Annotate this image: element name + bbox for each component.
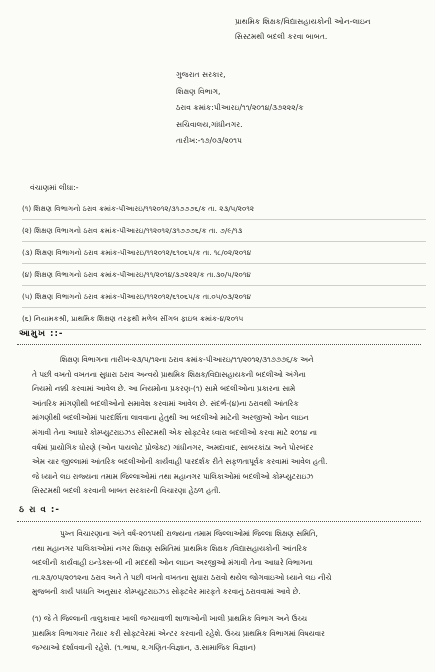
reference-item: (૪) શિક્ષણ વિભાગનો ઠરાવ ક્રમાંક-પીઆરઇ/૧૧/૨૦૧૪/૩૭૨૨૨/ક તા.૩૦/૫/૨૦૧૪: [22, 264, 426, 286]
paragraph-line: માંગણીથી બદલીઓમાં પારદર્શિતા લાવવાના હેતુથી આ બદલીઓ માટેની અરજીઓ ઓન લાઇન: [32, 413, 309, 423]
reference-item: (૬) નિયામકશ્રી, પ્રાથમિક શિક્ષણ તરફથી મળેલ સીંગલ ફાઇલ ક્રમાંક-૪/૨૦૧૫: [22, 308, 426, 330]
reference-item: (૫) શિક્ષણ વિભાગનો ઠરાવ ક્રમાંક-પીઆરઇ/૧૧૨૦૧૨/૬૧૦૬૫/ક તા.૦૫/૦૩/૨૦૧૪: [22, 286, 426, 308]
issuer-address-block: [176, 67, 304, 150]
paragraph-line: વર્ષમાં પ્રાયોગિક ધોરણે (ઓન પાયલોટ પ્રોજેક્ટ) ગાંધીનગર, અમદાવાદ, સાબરકાંઠા અને પોરબંદર: [32, 442, 314, 452]
subject-heading: [235, 14, 430, 44]
paragraph-line: (૧) જે તે જિલ્લાની તાલુકાવાર ખાલી જગ્યાવાળી શાળાઓની ખાલી પ્રાથમિક વિભાગ અને ઉચ્ચ: [32, 614, 308, 623]
paragraph-line: એમ ચાર જીલ્લામાં આંતરિક બદલીઓની કાર્યવાહી પારદર્શક રીતે સફળતાપૂર્વક કરવામાં આવેલ હતી.: [32, 457, 328, 467]
references-title: વંચાણમાં લીધા:-: [30, 183, 79, 192]
paragraph-line: સિસ્ટમથી બદલી કરવાની બાબત સરકારની વિચારણા હેઠળ હતી.: [32, 486, 221, 496]
reference-item: (૨) શિક્ષણ વિભાગનો ઠરાવ ક્રમાંક-પીઆરઇ/૧૧૨૦૧૨/૩૧૭૭૭૬/ક તા. ૭/૯/૧૩: [22, 220, 426, 242]
paragraph-line: મુજબની કાર્ય પધ્ધતિ અનુસાર કોમ્પ્યુટરાઇઝડ સોફ્ટવેર મારફતે કરવાનું ઠરાવવામાં આવે છે.: [32, 587, 301, 597]
paragraph-line: મંગાવી તેના આધારે કોમ્પ્યુટરાઇઝડ સીસ્ટમથી એક સોફ્ટવેર ધ્વારા બદલીઓ કરવા માટે ૨૦૧૪ ના: [32, 427, 317, 437]
preamble-paragraph: [32, 353, 426, 499]
paragraph-line: તે પછી વખતો વખતના સુધારા ઠરાવ અન્વયે પ્રાથમિક શિક્ષક/વિદ્યાસહાયકની બદલીઓ અંગેના: [32, 369, 306, 379]
paragraph-line: પ્રાથમિક વિભાગવાર તૈયાર કરી સોફ્ટવેરમાં એન્ટર કરવાની રહેશે. ઉચ્ચ પ્રાથમિક વિભાગમાં વિષયવાર: [32, 628, 325, 638]
department-name: શિક્ષણ વિભાગ,: [176, 86, 221, 96]
resolution-number: ઠરાવ ક્રમાંક:પીઆરઇ/૧૧/૨૦૧૪/૩૭૨૨૨/ક: [176, 103, 304, 112]
resolution-title: ઠ રા વ :-: [19, 505, 60, 515]
reference-item: (૧) શિક્ષણ વિભાગનો ઠરાવ ક્રમાંક-પીઆરઇ/૧૧૨૦૧૨/૩૧૭૭૭૬/ક તા. ૨૩/૫/૨૦૧૨: [22, 198, 426, 220]
resolution-point-1: [32, 612, 426, 656]
government-name: ગુજરાત સરકાર,: [176, 70, 226, 79]
resolution-paragraph: [32, 527, 426, 600]
paragraph-line: તથા મહાનગર પાલિકાઓમાં નગર શિક્ષણ સમિતિમાં પ્રાથમિક શિક્ષક /વિદ્યાસહાયકોની આંતરિક: [32, 543, 308, 553]
paragraph-line: નિયમો નક્કી કરવામાં આવેલ છે. આ નિયમોના પ્રકરણ-(૧) સામે બદલીઓના પ્રકારના સામે: [32, 384, 296, 394]
subject-line: પ્રાથમિક શિક્ષક/વિદ્યાસહાયકોની ઓન-લાઇન: [235, 17, 371, 26]
resolution-date: તારીખ:-૧૭/૦૩/૨૦૧૫: [176, 136, 243, 145]
section-divider: [17, 521, 421, 522]
paragraph-line: શિક્ષણ વિભાગના તારીખ-૨૩/૫/૧૨ના ઠરાવ ક્રમાંક-પીઆરઇ/૧૧/૨૦૧૨/૩૧૭૭૭૬/ક અને: [60, 355, 314, 364]
section-divider: [17, 344, 421, 345]
subject-line: સિસ્ટમથી બદલી કરવા બાબત.: [235, 32, 328, 41]
paragraph-line: જગ્યાઓ દર્શાવવાની રહેશે. (૧.ભાષા, ૨.ગણિત-વિજ્ઞાન, ૩.સામાજિક વિજ્ઞાન): [32, 643, 256, 653]
office-location: સચિવાલય,ગાંધીનગર.: [176, 119, 243, 129]
paragraph-line: તા.૨૩/૦૫/૨૦૧૨ના ઠરાવ અને તે પછી વખતો વખતના સુધારા ઠરાવો થયેલ જોગવાઇઓ ધ્યાને લઇ નીચે: [32, 572, 332, 582]
paragraph-line: પુખ્ત વિચારણાના અંતે વર્ષ-૨૦૧૫થી રાજ્યના તમામ જિલ્લાઓમાં જિલ્લા શિક્ષણ સમિતિ,: [60, 529, 318, 538]
references-list: [22, 198, 426, 330]
paragraph-line: જે ધ્યાને લઇ રાજ્યના તમામ જિલ્લાઓમાં તથા મહાનગર પાલિકાઓમાં બદલીઓ કોમ્પ્યુટરાઇઝ: [32, 471, 314, 481]
reference-item: (૩) શિક્ષણ વિભાગનો ઠરાવ ક્રમાંક-પીઆરઇ/૧૧૨૦૧૨/૬૧૦૬૫/ક તા. ૧૮/૦૨/૨૦૧૪: [22, 242, 426, 264]
paragraph-line: બદલીની કાર્યવાહી ઇન્ડેક્સ-બી ની મદદથી ઓન લાઇન અરજીઓ મંગાવી તેના આધારે વિભાગના: [32, 558, 313, 568]
paragraph-line: આંતરિક માંગણીથી બદલીઓનો સમાવેશ કરવામાં આવેલ છે. સંદર્ભ-(૪)ના ઠરાવથી આંતરિક: [32, 398, 299, 408]
preamble-title: આમુખ ::-: [19, 329, 64, 339]
